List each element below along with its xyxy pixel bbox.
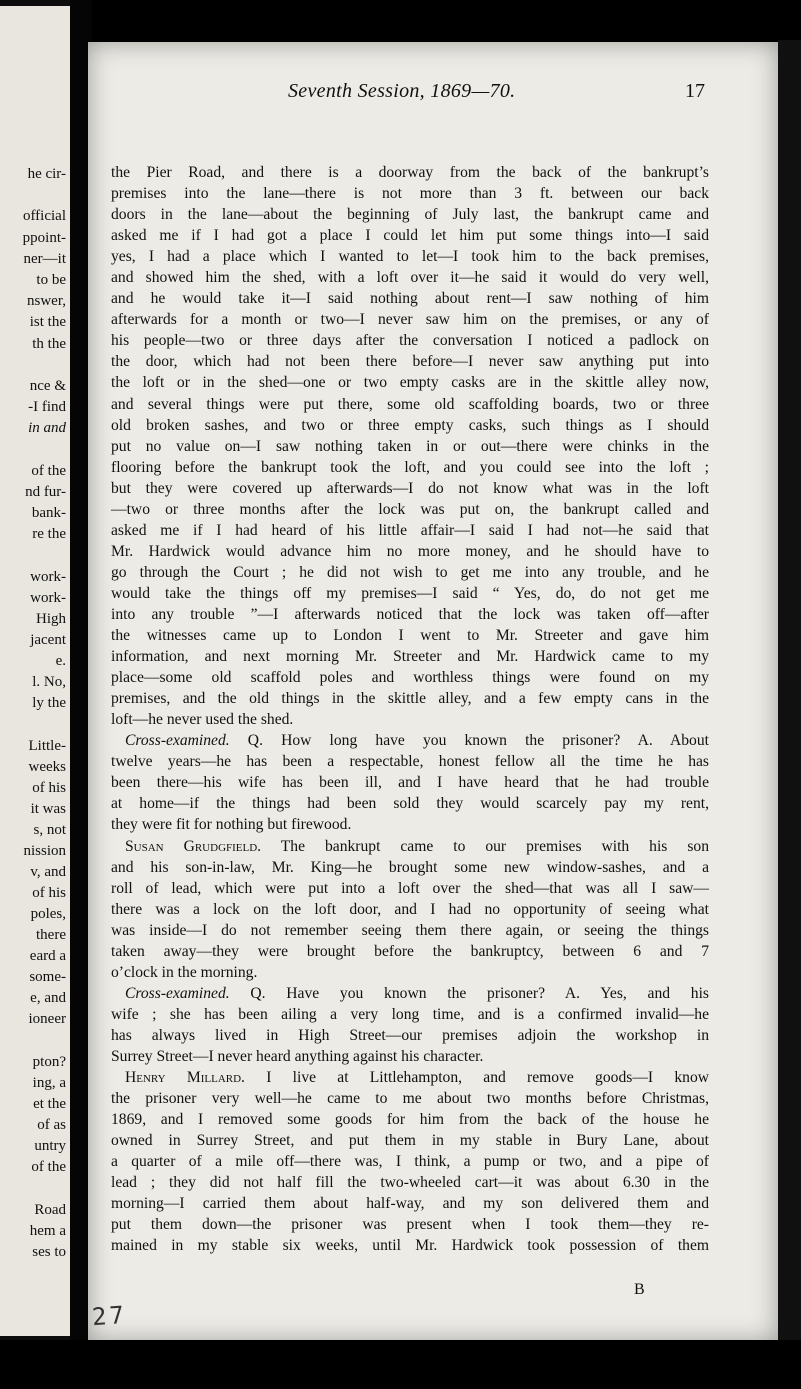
facing-page-line: nd fur- xyxy=(25,484,66,500)
facing-page-line: e. xyxy=(55,653,66,669)
text-line xyxy=(111,330,709,351)
line-text: o’clock in the morning. xyxy=(111,963,258,981)
handwritten-folio-number: 27 xyxy=(91,1300,128,1332)
line-text: into any trouble ”—I afterwards noticed that the lock was taken off—after xyxy=(111,605,709,623)
line-text: and showed him the shed, with a loft over it—he said it would do very well, xyxy=(111,269,709,287)
facing-page-line: pton? xyxy=(32,1054,66,1070)
line-text: —two or three months after the lock was put on, the bankrupt called and xyxy=(111,500,709,518)
text-line xyxy=(111,499,709,520)
line-text: mained in my stable six weeks, until Mr. Hardwick took possession of them xyxy=(111,1237,709,1255)
facing-page-line: work- xyxy=(30,569,66,585)
text-line xyxy=(111,309,709,330)
line-text: and he would take it—I said nothing about rent—I saw nothing of him xyxy=(111,290,709,308)
line-text: flooring before the bankrupt took the loft, and you could see into the loft ; xyxy=(111,458,709,476)
facing-page-line: ppoint- xyxy=(22,230,66,246)
line-text: Q. Have you known the prisoner? A. Yes, and his xyxy=(229,984,709,1002)
facing-page-line: -I find xyxy=(28,399,66,415)
text-line xyxy=(111,920,709,941)
facing-page-line: some- xyxy=(29,969,66,985)
text-line xyxy=(111,751,709,772)
scan-border-right xyxy=(778,40,801,1340)
facing-page-line: bank- xyxy=(31,505,66,521)
line-text: yes, I had a place which I wanted to let—I took him to the back premises, xyxy=(111,248,709,266)
line-text: and his son-in-law, Mr. King—he brought some new window-sashes, and a xyxy=(111,858,709,876)
text-line xyxy=(111,457,709,478)
line-text: at home—if the things had been sold they would scarcely pay my rent, xyxy=(111,795,709,813)
line-text: I live at Littlehampton, and remove goods—I know xyxy=(244,1069,710,1087)
facing-page-line: ly the xyxy=(32,695,66,711)
line-text: put no value on—I saw nothing taken in or out—there were chinks in the xyxy=(111,437,709,455)
line-text: and several things were put there, some old scaffolding boards, two or three xyxy=(111,395,709,413)
text-line xyxy=(111,1004,709,1025)
facing-page-line: nission xyxy=(23,843,66,859)
facing-page-line: of his xyxy=(32,780,66,796)
line-text: the loft or in the shed—one or two empty casks are in the skittle alley now, xyxy=(111,374,709,392)
line-text: 1869, and I removed some goods for him from the back of the house he xyxy=(111,1111,709,1129)
line-text: premises into the lane—there is not more than 3 ft. between our back xyxy=(111,185,709,203)
facing-page-line: weeks xyxy=(28,759,66,775)
text-line xyxy=(111,1130,709,1151)
text-line xyxy=(111,1193,709,1214)
facing-page-line: re the xyxy=(32,526,66,542)
text-line xyxy=(111,583,709,604)
text-line xyxy=(111,415,709,436)
text-line xyxy=(111,1046,709,1067)
text-line xyxy=(111,225,709,246)
text-line xyxy=(111,646,709,667)
text-line xyxy=(111,288,709,309)
line-text: Mr. Hardwick would advance him no more money, and he should have to xyxy=(111,542,709,560)
text-line xyxy=(111,1067,709,1088)
line-text: morning—I carried them about half-way, and my son delivered them and xyxy=(111,1195,709,1213)
facing-page-line: poles, xyxy=(30,906,66,922)
line-text: taken away—they were brought before the bankruptcy, between 6 and 7 xyxy=(111,942,709,960)
facing-page-line: of the xyxy=(31,463,66,479)
line-text: afterwards for a month or two—I never saw him on the premises, or any of xyxy=(111,311,709,329)
line-text: premises, and the old things in the skittle alley, and a few empty cans in the xyxy=(111,690,709,708)
text-line xyxy=(111,204,709,225)
text-line xyxy=(111,1235,709,1256)
facing-page-line: hem a xyxy=(29,1223,66,1239)
facing-page-line: of his xyxy=(32,885,66,901)
line-text: the door, which had not been there before—I never saw anything put into xyxy=(111,353,709,371)
facing-page-line: jacent xyxy=(30,632,66,648)
text-line xyxy=(111,1172,709,1193)
line-text: asked me if I had got a place I could let him put some things into—I said xyxy=(111,227,709,245)
text-line xyxy=(111,836,709,857)
text-line xyxy=(111,541,709,562)
text-line xyxy=(111,478,709,499)
page-number: 17 xyxy=(685,80,705,102)
line-text: was inside—I do not remember seeing them there again, or seeing the things xyxy=(111,921,709,939)
facing-page-line: et the xyxy=(33,1096,66,1112)
line-text: doors in the lane—about the beginning of July last, the bankrupt came and xyxy=(111,206,709,224)
facing-page-line: there xyxy=(36,927,66,943)
line-text: his people—two or three days after the conversation I noticed a padlock on xyxy=(111,332,709,350)
text-line xyxy=(111,267,709,288)
facing-page-line: ioneer xyxy=(28,1011,66,1027)
text-line xyxy=(111,688,709,709)
facing-page-line: nce & xyxy=(29,378,66,394)
cross-examined-label: Cross-examined. xyxy=(125,732,230,750)
line-text: old broken sashes, and two or three empty casks, such things as I should xyxy=(111,416,709,434)
line-text: information, and next morning Mr. Streeter and Mr. Hardwick came to my xyxy=(111,648,709,666)
facing-page-line: of as xyxy=(37,1117,66,1133)
facing-page-line: s, not xyxy=(33,822,66,838)
text-line xyxy=(111,1151,709,1172)
line-text: roll of lead, which were put into a loft over the shed—that was all I saw— xyxy=(111,879,709,897)
facing-page-line: e, and xyxy=(30,990,66,1006)
line-text: go through the Court ; he did not wish to get me into any trouble, and he xyxy=(111,563,709,581)
line-text: they were fit for nothing but firewood. xyxy=(111,816,352,834)
line-text: owned in Surrey Street, and put them in my stable in Bury Lane, about xyxy=(111,1132,709,1150)
facing-page-line: High xyxy=(36,611,66,627)
facing-page-line: official xyxy=(22,208,66,224)
scan-border-bottom xyxy=(0,1340,801,1389)
facing-page-line: nswer, xyxy=(27,293,66,309)
facing-page-line: of the xyxy=(31,1159,66,1175)
line-text: a quarter of a mile off—there was, I think, a pump or two, and a pipe of xyxy=(111,1153,709,1171)
line-text: Q. How long have you known the prisoner? A. About xyxy=(229,732,709,750)
line-text: loft—he never used the shed. xyxy=(111,711,294,729)
line-text: place—some old scaffold poles and worthless things were found on my xyxy=(111,669,709,687)
facing-page-line: it was xyxy=(30,801,66,817)
text-line xyxy=(111,562,709,583)
line-text: the Pier Road, and there is a doorway from the back of the bankrupt’s xyxy=(111,164,709,181)
text-line xyxy=(111,1109,709,1130)
facing-page-line: ses to xyxy=(32,1244,66,1260)
text-line xyxy=(111,183,709,204)
text-line xyxy=(111,372,709,393)
text-line xyxy=(111,520,709,541)
text-line xyxy=(111,604,709,625)
text-line xyxy=(111,983,709,1004)
line-text: The bankrupt came to our premises with his son xyxy=(261,837,709,855)
facing-page-line: v, and xyxy=(30,864,66,880)
line-text: would take the things off my premises—I said “ Yes, do, do not get me xyxy=(111,584,709,602)
scan-border-top xyxy=(80,0,801,44)
text-line xyxy=(111,857,709,878)
text-line xyxy=(111,878,709,899)
line-text: the prisoner very well—he came to me about two months before Christmas, xyxy=(111,1090,709,1108)
facing-page-line: untry xyxy=(34,1138,66,1154)
line-text: lead ; they did not half fill the two-wheeled cart—it was about 6.30 in the xyxy=(111,1174,709,1192)
witness-name: Henry Millard. xyxy=(125,1069,245,1087)
facing-page-line: ist the xyxy=(29,314,66,330)
text-line xyxy=(111,351,709,372)
facing-page-line: to be xyxy=(36,272,66,288)
line-text: twelve years—he has been a respectable, honest fellow all the time he has xyxy=(111,753,709,771)
line-text: there was a lock on the loft door, and I had no opportunity of seeing what xyxy=(111,900,709,918)
facing-page-line: work- xyxy=(30,590,66,606)
text-line xyxy=(111,793,709,814)
facing-page-line: Little- xyxy=(28,738,66,754)
line-text: has always lived in High Street—our premises adjoin the workshop in xyxy=(111,1026,709,1044)
text-line xyxy=(111,625,709,646)
text-line xyxy=(111,899,709,920)
text-line xyxy=(111,1025,709,1046)
line-text: asked me if I had heard of his little affair—I said I had not—he said that xyxy=(111,521,709,539)
facing-page-line: ing, a xyxy=(32,1075,66,1091)
text-line xyxy=(111,1214,709,1235)
line-text: wife ; she has been ailing a very long time, and is a confirmed invalid—he xyxy=(111,1005,709,1023)
text-line xyxy=(111,394,709,415)
line-text: Surrey Street—I never heard anything against his character. xyxy=(111,1047,484,1065)
cross-examined-label: Cross-examined. xyxy=(125,984,230,1002)
facing-page-fragment xyxy=(0,6,70,1336)
text-line xyxy=(111,246,709,267)
text-line xyxy=(111,814,709,835)
line-text: been there—his wife has been ill, and I have heard that he had trouble xyxy=(111,774,709,792)
text-line xyxy=(111,730,709,751)
facing-page-line: ner—it xyxy=(23,251,66,267)
facing-page-line: eard a xyxy=(29,948,66,964)
text-line xyxy=(111,709,709,730)
text-line xyxy=(111,962,709,983)
signature-mark: B xyxy=(634,1281,645,1298)
running-title: Seventh Session, 1869—70. xyxy=(288,80,516,102)
body-text xyxy=(111,162,709,1256)
text-line xyxy=(111,667,709,688)
text-line xyxy=(111,1088,709,1109)
facing-page-line: Road xyxy=(34,1202,66,1218)
facing-page-line: l. No, xyxy=(32,674,66,690)
text-line xyxy=(111,772,709,793)
line-text: but they were covered up afterwards—I do not know what was in the loft xyxy=(111,479,709,497)
text-line xyxy=(111,941,709,962)
facing-page-line: th the xyxy=(32,336,66,352)
text-line xyxy=(111,162,709,183)
witness-name: Susan Grudgfield. xyxy=(125,837,262,855)
facing-page-line: he cir- xyxy=(27,166,66,182)
facing-page-line: in and xyxy=(28,420,66,436)
text-line xyxy=(111,436,709,457)
line-text: the witnesses came up to London I went to Mr. Streeter and gave him xyxy=(111,627,709,645)
line-text: put them down—the prisoner was present when I took them—they re- xyxy=(111,1216,709,1234)
page-header xyxy=(200,80,705,110)
